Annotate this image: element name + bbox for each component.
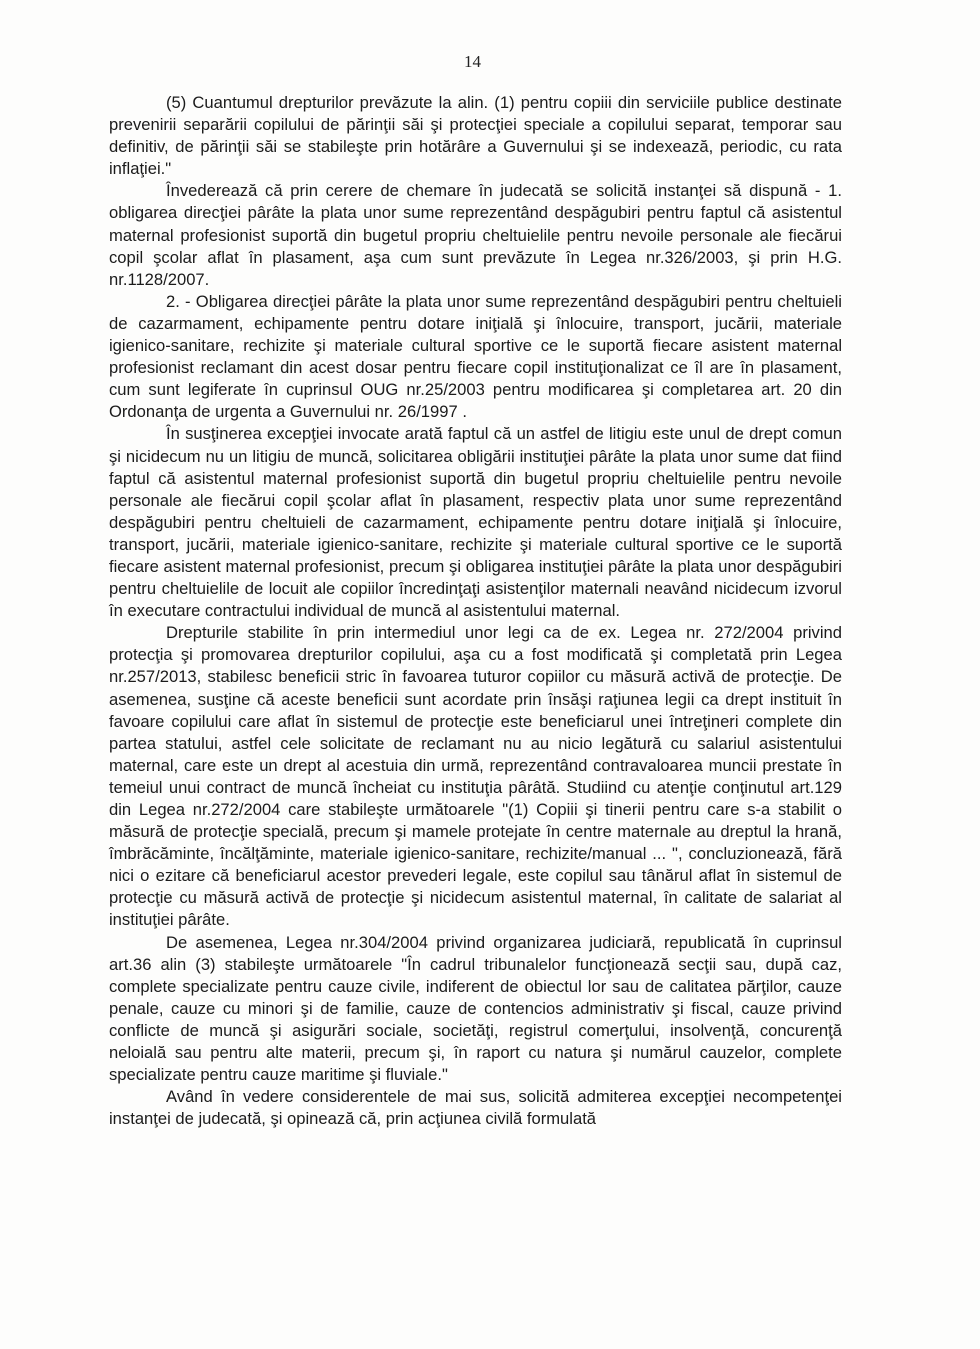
paragraph-rights-by-law: Drepturile stabilite în prin intermediul unor legi ca de ex. Legea nr. 272/2004 privind protecţia şi promovarea drepturilor copilului, aşa cu a fost modificată şi completată prin Legea nr.257/2013, stabilesc beneficii stric în favoarea tuturor copiilor cu măsură activă de protecţie. De asemenea, susţine că aceste beneficii sunt acordate prin însăşi raţiunea legii ca drept instituit în favoare copilului care aflat în sistemul de protecţie este beneficiarul unei întreţineri complete din partea statului, astfel cele solicitate de reclamant nu au nicio legătură cu salariul asistentului maternal, care este un drept al acestuia din urmă, reprezentând contravaloarea muncii prestate în temeiul unui contract de muncă încheiat cu instituţia pârâtă. Studiind cu atenţie conţinutul art.129 din Legea nr.272/2004 care stabileşte următoarele "(1) Copiii şi tinerii pentru care s-a stabilit o măsură de protecţie specială, precum şi mamele protejate în centre maternale au dreptul la hrană, îmbrăcăminte, încălţăminte, materiale igienico-sanitare, rechizite/manual ... ", concluzionează, fără nici o ezitare că beneficiarul acestor prevederi legale, este copilul sau tânărul aflat în sistemul de protecţie cu măsură activă de protecţie şi nicidecum asistentul maternal, în calitate de salariat al instituţiei pârâte. bbox=[109, 623, 842, 930]
paragraph-quantum-rights: (5) Cuantumul drepturilor prevăzute la alin. (1) pentru copiii din serviciile publice destinate prevenirii separării copilului de părinţii săi şi protecţiei speciale a copilului separat, temporar sau definitiv, de părinţii săi se stabileşte prin hotărâre a Guvernului şi se indexează, periodic, cu rata inflaţiei." bbox=[109, 93, 842, 179]
document-body bbox=[109, 92, 842, 1130]
page-number: 14 bbox=[464, 52, 481, 71]
paragraph-exception-argument: În susţinerea excepţiei invocate arată faptul că un astfel de litigiu este unul de drept comun şi nicidecum nu un litigiu de muncă, solicitarea obligării instituţiei pârâte la plata unor sume dat fiind faptul că asistentul maternal profesionist suportă din bugetul propriu cheltuielile pentru nevoile personale ale fiecărui copil şcolar aflat în plasament, respectiv plata unor sume reprezentând despăgubiri pentru cheltuieli de cazarmament, echipamente pentru dotare iniţială şi înlocuire, transport, jucării, materiale igienico-sanitare, rechizite şi materiale cultural sportive ce le suportă fiecare asistent maternal profesionist, precum şi obligarea instituţiei pârâte la plata unor despăgubiri pentru cheltuielile de locuit ale copiilor încredinţaţi asistenţilor maternali neavând nicidecum izvorul în executare contractului individual de muncă al asistentului maternal. bbox=[109, 424, 842, 621]
paragraph-judicial-organization: De asemenea, Legea nr.304/2004 privind organizarea judiciară, republicată în cuprinsul art.36 alin (3) stabileşte următoarele "În cadrul tribunalelor funcţionează secţii sau, după caz, complete specializate pentru cauze civile, indiferent de obiectul lor sau de calitatea părţilor, cauze penale, cauze cu minori şi de familie, cauze de contencios administrativ şi fiscal, cauze privind conflicte de muncă şi asigurări sociale, societăţi, registrul comerţului, insolvenţă, concurenţă neloială sau pentru alte materii, precum şi, în raport cu natura şi numărul cauzelor, complete specializate pentru cauze maritime şi fluviale." bbox=[109, 932, 842, 1085]
paragraph-second-claim: 2. - Obligarea direcţiei pârâte la plata unor sume reprezentând despăgubiri pentru cheltuieli de cazarmament, echipamente pentru dotare iniţială şi înlocuire, transport, jucării, materiale igienico-sanitare, rechizite şi materiale cultural sportive ce le suportă fiecare asistent maternal profesionist reclamant din acest dosar pentru fiecare copil instituţionalizat ce îl are în plasament, cum sunt legiferate în cuprinsul OUG nr.25/2003 pentru modificarea şi completarea art. 20 din Ordonanţa de urgenta a Guvernului nr. 26/1997 . bbox=[109, 291, 842, 422]
paragraph-conclusion: Având în vedere considerentele de mai sus, solicită admiterea excepţiei necompetenţei instanţei de judecată, şi opinează că, prin acţiunea civilă formulată bbox=[109, 1087, 842, 1129]
paragraph-claim-summary: Învederează că prin cerere de chemare în judecată se solicită instanţei să dispună - 1. obligarea direcţiei pârâte la plata unor sume reprezentând despăgubiri pentru faptul că asistentul maternal profesionist suportă din bugetul propriu cheltuielile pentru nevoile personale ale fiecărui copil şcolar aflat în plasament, aşa cum sunt prevăzute în Legea nr.326/2003, şi prin H.G. nr.1128/2007. bbox=[109, 181, 842, 289]
